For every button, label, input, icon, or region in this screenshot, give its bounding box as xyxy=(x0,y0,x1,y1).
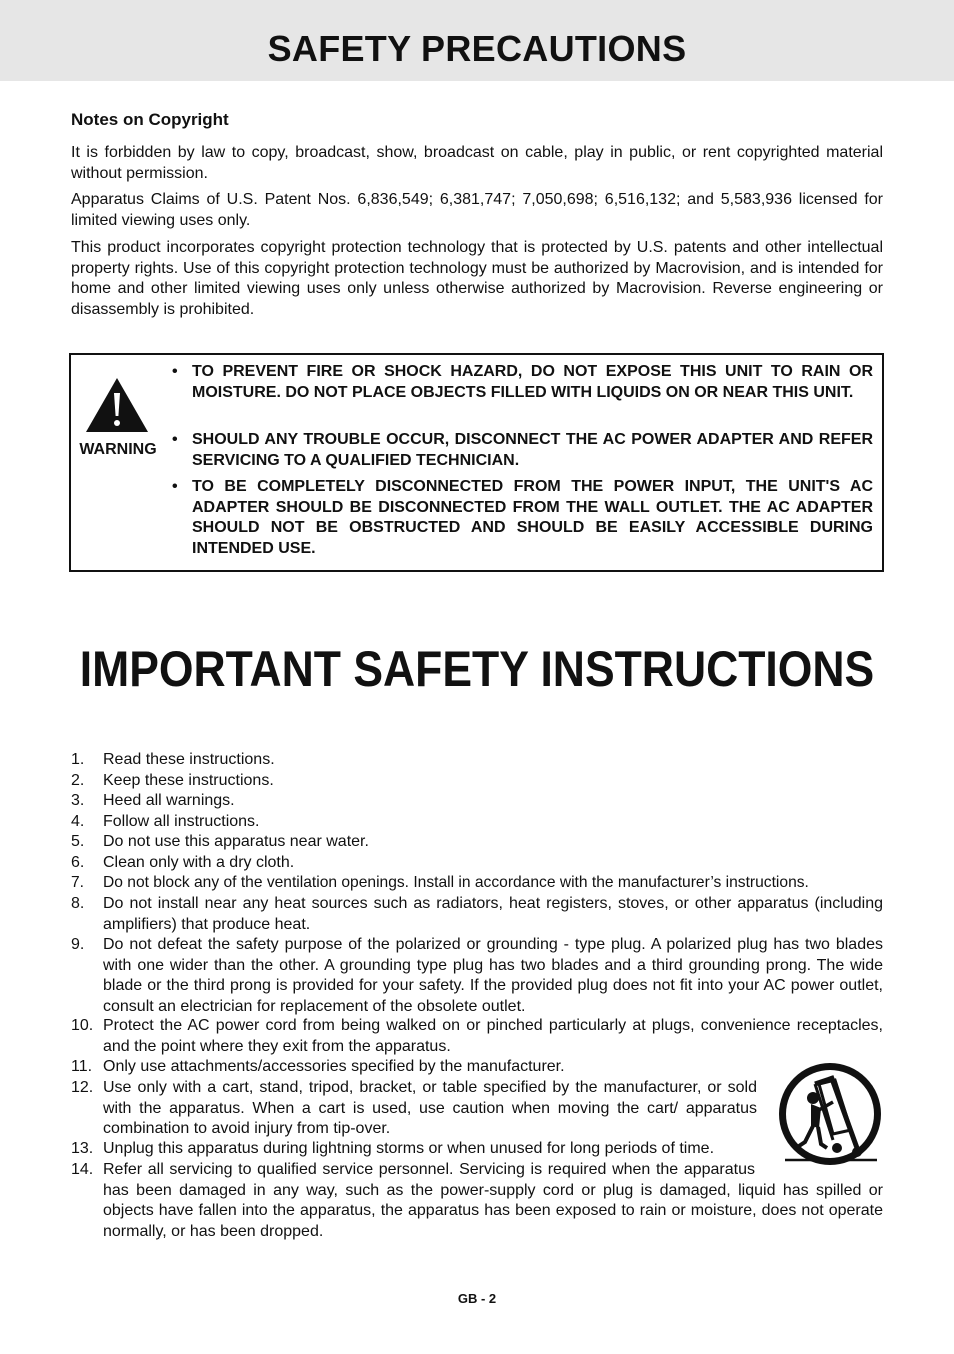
item-number: 7. xyxy=(71,874,85,891)
item-text: Use only with a cart, stand, tripod, bracket, or table specified by the manufacturer, or sold with the apparatus. When a cart is used, use caution when moving the cart/ apparatus combination to avoid injury from tip-over. xyxy=(103,1079,757,1137)
list-item xyxy=(71,1057,883,1078)
item-number: 4. xyxy=(71,813,85,830)
item-text: Unplug this apparatus during lightning storms or when unused for long periods of time. xyxy=(103,1140,715,1157)
list-item xyxy=(71,832,883,853)
list-item xyxy=(71,873,883,894)
item-number: 6. xyxy=(71,854,85,871)
item-number: 11. xyxy=(71,1058,93,1075)
copyright-heading: Notes on Copyright xyxy=(71,110,229,129)
page-number: GB - 2 xyxy=(457,1291,497,1306)
copyright-paragraph-2: Apparatus Claims of U.S. Patent Nos. 6,836,549; 6,381,747; 7,050,698; 6,516,132; and 5,583,936 licensed for limited viewing uses only. xyxy=(71,191,883,229)
item-number: 14. xyxy=(71,1161,94,1178)
warning-triangle-icon xyxy=(84,376,150,434)
cart-tip-over-warning-icon xyxy=(775,1060,885,1168)
list-item xyxy=(71,935,883,1017)
item-text: Read these instructions. xyxy=(103,751,275,768)
warning-item-text: TO PREVENT FIRE OR SHOCK HAZARD, DO NOT EXPOSE THIS UNIT TO RAIN OR MOISTURE. DO NOT PLACE OBJECTS FILLED WITH LIQUIDS ON OR NEAR THIS UNIT. xyxy=(192,363,873,401)
warning-item xyxy=(172,430,873,471)
item-number: 9. xyxy=(71,936,85,953)
item-text: Refer all servicing to qualified service personnel. Servicing is required when the apparatus has been damaged in any way, such as the power-supply cord or plug is damaged, liquid has spilled or objects have fallen into the apparatus, the apparatus has been exposed to rain or moisture, does not operate normally, or has been dropped. xyxy=(103,1161,883,1240)
item-text: Follow all instructions. xyxy=(103,813,260,830)
item-number: 8. xyxy=(71,895,85,912)
item-number: 5. xyxy=(71,833,85,850)
item-text: Do not use this apparatus near water. xyxy=(103,833,369,850)
item-text: Keep these instructions. xyxy=(103,772,274,789)
warning-item-text: SHOULD ANY TROUBLE OCCUR, DISCONNECT THE AC POWER ADAPTER AND REFER SERVICING TO A QUALIFIED TECHNICIAN. xyxy=(192,431,873,469)
item-number: 10. xyxy=(71,1017,94,1034)
item-number: 13. xyxy=(71,1140,94,1157)
item-text: Do not block any of the ventilation openings. Install in accordance with the manufacturer’s instructions. xyxy=(103,874,809,891)
page-title: SAFETY PRECAUTIONS xyxy=(267,28,687,69)
item-text: Heed all warnings. xyxy=(103,792,235,809)
warning-label: WARNING xyxy=(79,441,157,458)
item-number: 1. xyxy=(71,751,85,768)
item-text: Do not defeat the safety purpose of the polarized or grounding - type plug. A polarized plug has two blades with one wider than the other. A grounding type plug has two blades and a third grounding prong. The wide blade or the third prong is provided for your safety. If the provided plug does not fit into your AC power outlet, consult an electrician for replacement of the obsolete outlet. xyxy=(103,936,883,1015)
list-item xyxy=(71,750,883,771)
list-item xyxy=(71,791,883,812)
bullet: • xyxy=(172,431,178,448)
warning-item xyxy=(172,362,873,403)
bullet: • xyxy=(172,363,178,380)
list-item xyxy=(71,771,883,792)
list-item xyxy=(71,1016,883,1057)
item-number: 2. xyxy=(71,772,85,789)
list-item xyxy=(71,894,883,935)
item-text: Do not install near any heat sources such as radiators, heat registers, stoves, or other apparatus (including amplifiers) that produce heat. xyxy=(103,895,883,933)
item-number: 12. xyxy=(71,1079,94,1096)
item-text: Only use attachments/accessories specified by the manufacturer. xyxy=(103,1058,565,1075)
copyright-paragraph-1: It is forbidden by law to copy, broadcast, show, broadcast on cable, play in public, or rent copyrighted material without permission. xyxy=(71,144,883,182)
item-text: Clean only with a dry cloth. xyxy=(103,854,295,871)
warning-item xyxy=(172,477,873,559)
list-item xyxy=(71,812,883,833)
list-item xyxy=(71,1078,757,1140)
important-safety-title: IMPORTANT SAFETY INSTRUCTIONS xyxy=(79,641,875,697)
copyright-paragraph-3: This product incorporates copyright protection technology that is protected by U.S. patents and other intellectual property rights. Use of this copyright protection technology must be authorized by Macrovision, and is intended for home and other limited viewing uses only unless otherwise authorized by Macrovision. Reverse engineering or disassembly is prohibited. xyxy=(71,239,883,318)
item-number: 3. xyxy=(71,792,85,809)
list-item xyxy=(71,1139,757,1160)
warning-item-text: TO BE COMPLETELY DISCONNECTED FROM THE POWER INPUT, THE UNIT'S AC ADAPTER SHOULD BE DISCONNECTED FROM THE WALL OUTLET. THE AC ADAPTER SHOULD NOT BE OBSTRUCTED AND SHOULD BE EASILY ACCESSIBLE DURING INTENDED USE. xyxy=(192,478,873,557)
list-item xyxy=(71,1160,883,1242)
list-item xyxy=(71,853,883,874)
bullet: • xyxy=(172,478,178,495)
item-text: Protect the AC power cord from being walked on or pinched particularly at plugs, convenience receptacles, and the point where they exit from the apparatus. xyxy=(103,1017,883,1055)
